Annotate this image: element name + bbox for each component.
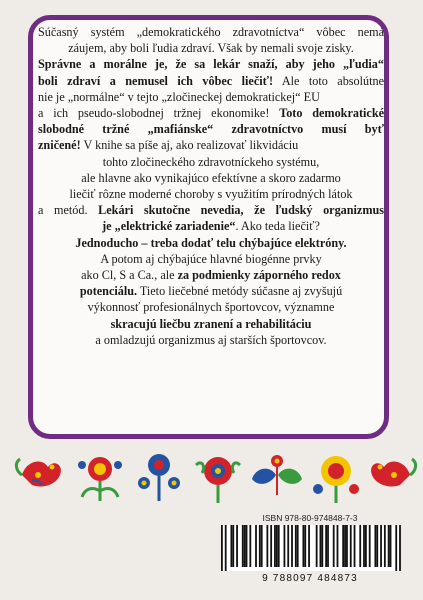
- blurb-line: [38, 121, 384, 137]
- folk-red-flower-ornament-icon: [188, 445, 248, 505]
- barcode-bar: [354, 525, 356, 567]
- text-span: ale hlavne ako vynikajúco efektívne a skoro zadarmo: [81, 170, 341, 185]
- barcode-bar: [244, 525, 246, 567]
- bold-text: Jednoducho – treba dodať telu chýbajúce elektróny.: [75, 235, 347, 250]
- barcode-icon: [221, 525, 401, 571]
- blurb-line: [38, 89, 384, 105]
- text-span: záujem, aby boli ľudia zdraví. Však by nemali svoje zisky.: [68, 41, 354, 56]
- folk-tulip-ornament-icon: [70, 445, 130, 505]
- barcode-bar: [369, 525, 371, 567]
- folk-bird-right-ornament-icon: [362, 445, 420, 505]
- blurb-line: [38, 40, 384, 56]
- barcode-bar: [270, 525, 272, 567]
- text-span: a omladzujú organizmus aj starších športovcov.: [95, 332, 327, 347]
- bold-text: potenciálu.: [79, 284, 138, 299]
- barcode-bar: [376, 525, 378, 567]
- barcode-bar: [321, 525, 323, 567]
- text-span: V knihe sa píše aj, ako realizovať likvidáciu: [80, 138, 299, 153]
- text-span: tohto zločineckého zdravotníckeho systému,: [102, 154, 320, 169]
- text-span: A potom aj chýbajúce hlavné biogénne prvky: [100, 251, 322, 266]
- bold-text: boli zdraví a nemusel ich vôbec liečiť!: [38, 73, 274, 88]
- barcode-bar: [363, 525, 365, 567]
- blurb-line: [38, 251, 384, 267]
- barcode-bar: [320, 525, 322, 567]
- bold-text: skracujú liečbu zranení a rehabilitáciu: [110, 316, 312, 331]
- barcode-bar: [350, 525, 352, 567]
- bold-text: za podmienky záporného redox: [177, 268, 341, 283]
- text-span: výkonnosť profesionálnych športovcov, významne: [87, 300, 335, 315]
- barcode-bar: [278, 525, 280, 567]
- barcode-bar: [399, 525, 401, 571]
- barcode-bar: [302, 525, 304, 567]
- text-span: ako Cl, S a Ca., ale: [81, 268, 178, 283]
- folk-blue-flower-ornament-icon: [128, 445, 190, 505]
- barcode-bar: [359, 525, 361, 567]
- folk-ornament-row: [0, 445, 423, 505]
- barcode-bar: [342, 525, 344, 567]
- text-span: Súčasný systém „demokratického zdravotníctva“ vôbec nemá: [38, 25, 384, 39]
- text-span: liečiť rôzne moderné choroby s využitím prírodných látok: [69, 187, 353, 202]
- barcode-bar: [304, 525, 306, 567]
- blurb-line: [38, 267, 384, 283]
- blurb-line: [38, 56, 384, 72]
- blurb-line: [38, 186, 384, 202]
- barcode-bar: [276, 525, 278, 567]
- bold-text: Správne a morálne je, že sa lekár snaží, aby jeho „ľudia“: [38, 57, 384, 72]
- barcode-bar: [242, 525, 244, 567]
- barcode-bar: [259, 525, 261, 567]
- barcode-bar: [390, 525, 392, 567]
- barcode-bar: [287, 525, 289, 567]
- barcode-bar: [291, 525, 293, 567]
- barcode-bar: [325, 525, 327, 567]
- blurb-line: [38, 137, 384, 153]
- barcode-bar: [236, 525, 238, 567]
- barcode-bar: [395, 525, 397, 571]
- bold-text: zničené!: [38, 138, 81, 153]
- barcode-bar: [221, 525, 223, 571]
- barcode-bar: [333, 525, 335, 567]
- blurb-line: [38, 154, 384, 170]
- barcode-bar: [316, 525, 318, 567]
- barcode-bar: [249, 525, 251, 567]
- isbn-label: ISBN 978-80-974848-7-3: [262, 513, 358, 523]
- barcode-bar: [297, 525, 299, 567]
- text-span: . Ako teda liečiť?: [235, 219, 320, 234]
- blurb-text: [38, 24, 384, 348]
- text-span: a ich pseudo-slobodnej tržnej ekonomike!: [38, 106, 280, 121]
- folk-birds-pair-ornament-icon: [246, 445, 308, 505]
- folk-bird-ornament-icon: [12, 445, 72, 505]
- bold-text: slobodné tržné „mafiánske“ zdravotníctvo musí byť: [38, 122, 384, 137]
- barcode-bar: [365, 525, 367, 567]
- blurb-line: [38, 283, 384, 299]
- barcode-bar: [380, 525, 382, 567]
- barcode-area: [213, 513, 407, 585]
- text-span: nie je „normálne“ v tejto „zločineckej demokratickej“ EU: [38, 89, 320, 104]
- blurb-line: [38, 316, 384, 332]
- barcode-bar: [274, 525, 276, 567]
- barcode-bar: [344, 525, 346, 567]
- barcode-bar: [308, 525, 310, 567]
- barcode-bar: [255, 525, 257, 567]
- barcode-bar: [230, 525, 232, 567]
- blurb-line: [38, 218, 384, 234]
- blurb-line: [38, 105, 384, 121]
- barcode-bar: [232, 525, 234, 567]
- barcode-bar: [388, 525, 390, 567]
- blurb-line: [38, 170, 384, 186]
- barcode-bar: [225, 525, 227, 571]
- barcode-bar: [384, 525, 386, 567]
- barcode-bar: [327, 525, 329, 567]
- barcode-bar: [266, 525, 268, 567]
- barcode-bar: [337, 525, 339, 567]
- bold-text: je „elektrické zariadenie“: [102, 219, 236, 234]
- blurb-line: [38, 235, 384, 251]
- barcode-bar: [246, 525, 248, 567]
- barcode-bar: [346, 525, 348, 567]
- barcode-bar: [295, 525, 297, 567]
- text-span: a metód.: [38, 203, 99, 218]
- barcode-digits: 9 788097 484873: [262, 573, 358, 584]
- text-span: Tieto liečebné metódy súčasne aj zvyšujú: [137, 284, 343, 299]
- blurb-line: [38, 24, 384, 40]
- barcode-bar: [374, 525, 376, 567]
- barcode-bar: [261, 525, 263, 567]
- bold-text: Toto demokratické: [279, 106, 385, 121]
- text-span: Ale toto absolútne: [273, 73, 385, 88]
- blurb-line: [38, 73, 384, 89]
- folk-sunflower-ornament-icon: [306, 445, 366, 505]
- blurb-line: [38, 332, 384, 348]
- blurb-line: [38, 299, 384, 315]
- blurb-line: [38, 202, 384, 218]
- bold-text: Lekári skutočne nevedia, že ľudský organizmus: [98, 203, 385, 218]
- barcode-bar: [284, 525, 286, 567]
